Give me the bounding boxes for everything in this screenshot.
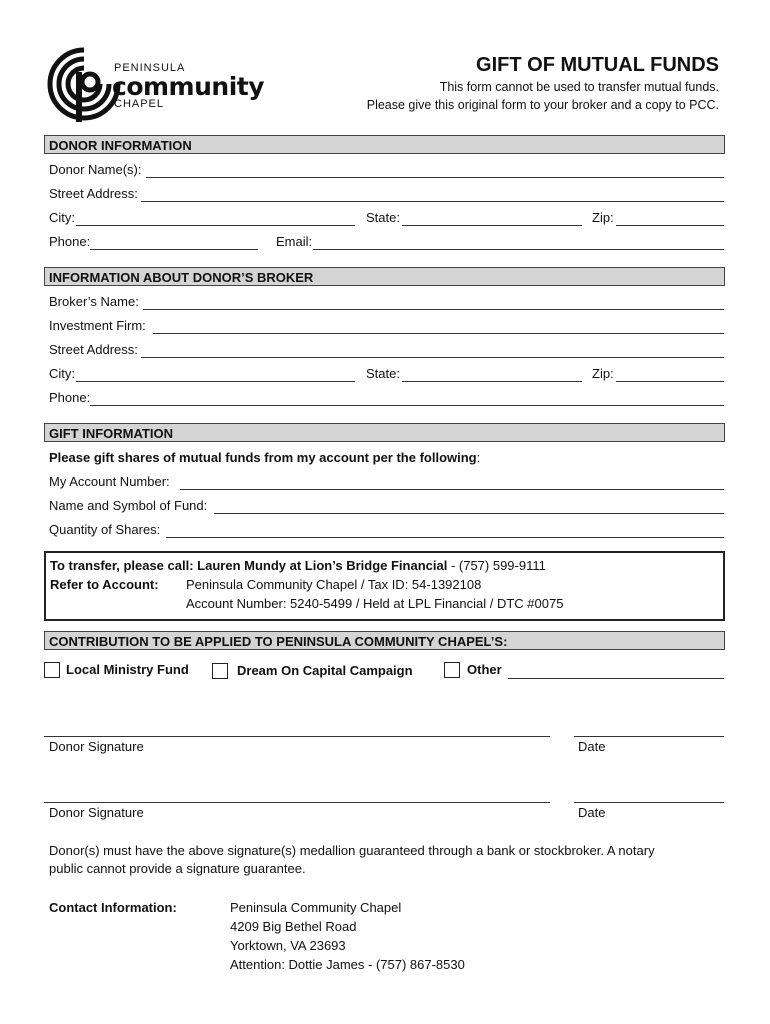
contact-line-4: Attention: Dottie James - (757) 867-8530 xyxy=(230,957,465,972)
donor-zip-label: Zip: xyxy=(592,210,614,225)
date-1-label: Date xyxy=(578,739,606,754)
donor-signature-2-label: Donor Signature xyxy=(49,805,144,820)
broker-zip-field[interactable] xyxy=(616,381,724,382)
gift-section-header: GIFT INFORMATION xyxy=(44,423,725,442)
gift-instruction-text: Please gift shares of mutual funds from my account per the following xyxy=(49,450,477,465)
donor-names-label: Donor Name(s): xyxy=(49,162,142,177)
notice-line-2: public cannot provide a signature guarantee. xyxy=(49,861,306,876)
donor-signature-2-field[interactable] xyxy=(44,802,550,803)
logo-bottom-text: CHAPEL xyxy=(114,98,165,110)
donor-email-field[interactable] xyxy=(313,249,724,250)
donor-email-label: Email: xyxy=(276,234,313,249)
broker-section-header: INFORMATION ABOUT DONOR’S BROKER xyxy=(44,267,725,286)
broker-name-field[interactable] xyxy=(143,309,724,310)
transfer-call-line xyxy=(50,558,546,573)
broker-state-label: State: xyxy=(366,366,400,381)
fund-name-field[interactable] xyxy=(214,513,724,514)
broker-city-field[interactable] xyxy=(76,381,355,382)
donor-signature-1-field[interactable] xyxy=(44,736,550,737)
other-label: Other xyxy=(467,662,502,677)
contact-label: Contact Information: xyxy=(49,900,177,915)
broker-street-field[interactable] xyxy=(141,357,724,358)
header-line-1: This form cannot be used to transfer mutual funds. xyxy=(439,80,719,94)
date-1-field[interactable] xyxy=(574,736,724,737)
donor-city-field[interactable] xyxy=(76,225,355,226)
transfer-call-label: To transfer, please call: xyxy=(50,558,194,573)
refer-account-label: Refer to Account: xyxy=(50,577,159,592)
broker-phone-label: Phone: xyxy=(49,390,91,405)
quantity-field[interactable] xyxy=(166,537,724,538)
donor-phone-field[interactable] xyxy=(90,249,258,250)
transfer-call-phone: - (757) 599-9111 xyxy=(447,558,546,573)
local-ministry-label: Local Ministry Fund xyxy=(66,662,189,677)
fund-name-label: Name and Symbol of Fund: xyxy=(49,498,208,513)
donor-signature-1-label: Donor Signature xyxy=(49,739,144,754)
broker-phone-field[interactable] xyxy=(90,405,724,406)
dream-on-checkbox[interactable] xyxy=(212,663,228,679)
logo-middle-text: community xyxy=(112,72,265,101)
contact-line-3: Yorktown, VA 23693 xyxy=(230,938,346,953)
donor-state-field[interactable] xyxy=(402,225,582,226)
contribution-section-header: CONTRIBUTION TO BE APPLIED TO PENINSULA COMMUNITY CHAPEL’S: xyxy=(44,631,725,650)
date-2-field[interactable] xyxy=(574,802,724,803)
date-2-label: Date xyxy=(578,805,606,820)
page-title: GIFT OF MUTUAL FUNDS xyxy=(476,54,719,76)
refer-account-line-1: Peninsula Community Chapel / Tax ID: 54-1392108 xyxy=(186,577,482,592)
logo-top-text: PENINSULA xyxy=(114,62,186,74)
other-checkbox[interactable] xyxy=(444,662,460,678)
broker-street-label: Street Address: xyxy=(49,342,138,357)
broker-firm-field[interactable] xyxy=(153,333,724,334)
broker-name-label: Broker’s Name: xyxy=(49,294,139,309)
other-field[interactable] xyxy=(508,678,724,679)
account-number-field[interactable] xyxy=(180,489,724,490)
contact-line-1: Peninsula Community Chapel xyxy=(230,900,402,915)
broker-city-label: City: xyxy=(49,366,75,381)
logo xyxy=(44,44,265,124)
gift-instruction xyxy=(49,450,480,465)
donor-street-field[interactable] xyxy=(141,201,724,202)
quantity-label: Quantity of Shares: xyxy=(49,522,161,537)
gift-instruction-colon: : xyxy=(476,450,481,465)
local-ministry-checkbox[interactable] xyxy=(44,662,60,678)
donor-street-label: Street Address: xyxy=(49,186,138,201)
contact-line-2: 4209 Big Bethel Road xyxy=(230,919,357,934)
header-line-2: Please give this original form to your broker and a copy to PCC. xyxy=(366,98,719,112)
broker-firm-label: Investment Firm: xyxy=(49,318,146,333)
donor-phone-label: Phone: xyxy=(49,234,91,249)
donor-city-label: City: xyxy=(49,210,75,225)
account-number-label: My Account Number: xyxy=(49,474,170,489)
transfer-call-name: Lauren Mundy at Lion’s Bridge Financial xyxy=(197,558,448,573)
notice-line-1: Donor(s) must have the above signature(s) medallion guaranteed through a bank or stockbroker. A notary xyxy=(49,843,655,858)
refer-account-line-2: Account Number: 5240-5499 / Held at LPL Financial / DTC #0075 xyxy=(186,596,564,611)
donor-section-header: DONOR INFORMATION xyxy=(44,135,725,154)
donor-state-label: State: xyxy=(366,210,400,225)
broker-zip-label: Zip: xyxy=(592,366,614,381)
broker-state-field[interactable] xyxy=(402,381,582,382)
donor-names-field[interactable] xyxy=(146,177,724,178)
donor-zip-field[interactable] xyxy=(616,225,724,226)
dream-on-label: Dream On Capital Campaign xyxy=(237,663,413,678)
